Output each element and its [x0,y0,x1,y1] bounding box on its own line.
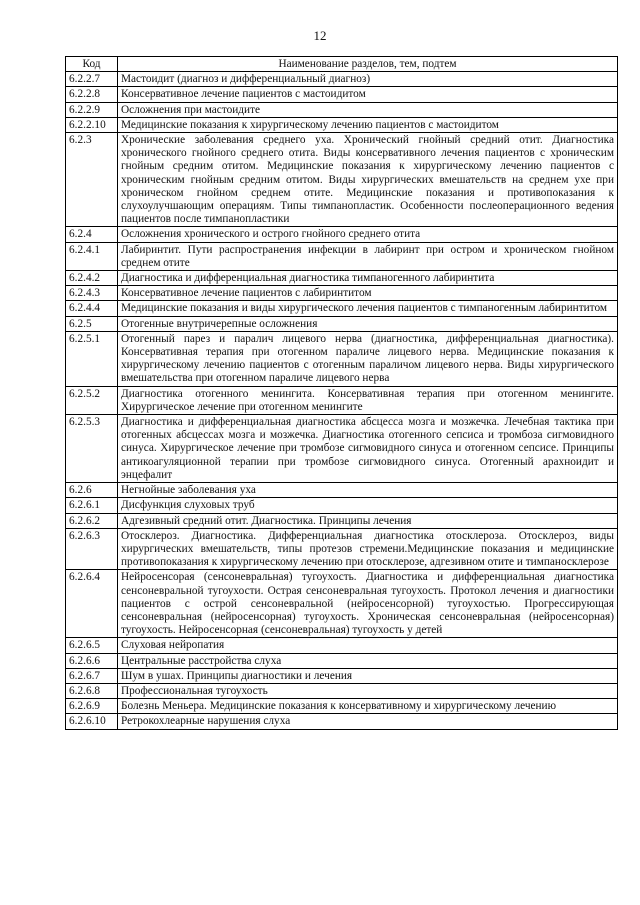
row-name: Медицинские показания к хирургическому лечению пациентов с мастоидитом [118,117,618,132]
row-name: Шум в ушах. Принципы диагностики и лечения [118,668,618,683]
row-code: 6.2.4 [66,227,118,242]
row-code: 6.2.5.3 [66,415,118,483]
table-row [66,638,618,653]
table-row [66,72,618,87]
row-name: Осложнения хронического и острого гнойного среднего отита [118,227,618,242]
table-row [66,653,618,668]
row-code: 6.2.4.1 [66,242,118,270]
header-name: Наименование разделов, тем, подтем [118,57,618,72]
table-row [66,102,618,117]
row-code: 6.2.6.9 [66,699,118,714]
row-name: Осложнения при мастоидите [118,102,618,117]
row-code: 6.2.6.6 [66,653,118,668]
header-code: Код [66,57,118,72]
row-code: 6.2.2.8 [66,87,118,102]
row-name: Диагностика и дифференциальная диагностика тимпаногенного лабиринтита [118,271,618,286]
row-code: 6.2.6.4 [66,570,118,638]
row-code: 6.2.6.7 [66,668,118,683]
table-header-row [66,57,618,72]
row-name: Лабиринтит. Пути распространения инфекции в лабиринт при остром и хроническом гнойном среднем отите [118,242,618,270]
row-code: 6.2.3 [66,133,118,227]
row-code: 6.2.6 [66,483,118,498]
row-name: Профессиональная тугоухость [118,683,618,698]
row-code: 6.2.5.1 [66,331,118,386]
row-name: Слуховая нейропатия [118,638,618,653]
row-code: 6.2.6.10 [66,714,118,729]
row-name: Ретрокохлеарные нарушения слуха [118,714,618,729]
row-name: Мастоидит (диагноз и дифференциальный диагноз) [118,72,618,87]
table-row [66,714,618,729]
row-name: Диагностика отогенного менингита. Консервативная терапия при отогенном менингите. Хирургическое лечение при отогенном менингите [118,386,618,414]
row-name: Медицинские показания и виды хирургического лечения пациентов с тимпаногенным лабиринтитом [118,301,618,316]
table-body [66,72,618,729]
row-name: Отосклероз. Диагностика. Дифференциальная диагностика отосклероза. Отосклероз, виды хирургических вмешательств, типы протезов стремени.Медицинские показания и медицинские противопоказания к хирургическому лечению при отосклерозе, адгезивном отите и тимпаносклерозе [118,528,618,570]
table-row [66,699,618,714]
row-code: 6.2.2.7 [66,72,118,87]
row-code: 6.2.2.9 [66,102,118,117]
row-name: Дисфункция слуховых труб [118,498,618,513]
row-name: Диагностика и дифференциальная диагностика абсцесса мозга и мозжечка. Лечебная тактика при отогенных абсцессах мозга и мозжечка. Диагностика отогенного сепсиса и тромбоза сигмовидного синуса. Хирургическое лечение при тромбозе сигмовидного синуса и отогенном сепсисе. Принципы антикоагуляционной терапии при тромбозе сигмовидного синуса. Отогенный арахноидит и энцефалит [118,415,618,483]
row-name: Консервативное лечение пациентов с мастоидитом [118,87,618,102]
table-row [66,316,618,331]
curriculum-table [65,56,618,730]
row-code: 6.2.5.2 [66,386,118,414]
table-row [66,87,618,102]
row-code: 6.2.4.2 [66,271,118,286]
table-row [66,498,618,513]
row-name: Адгезивный средний отит. Диагностика. Принципы лечения [118,513,618,528]
table-row [66,513,618,528]
table-row [66,271,618,286]
table-row [66,286,618,301]
row-name: Консервативное лечение пациентов с лабиринтитом [118,286,618,301]
row-code: 6.2.4.4 [66,301,118,316]
table-row [66,227,618,242]
row-name: Нейросенсорая (сенсоневральная) тугоухость. Диагностика и дифференциальная диагностика сенсоневральной тугоухости. Острая сенсоневральная тугоухость. Протокол лечения и диагностики пациентов с острой сенсоневральной (нейросенсорной) тугоухостью. Прогрессирующая сенсоневральная (нейросенсорная) тугоухость. Хроническая сенсоневральная (нейросенсорная) тугоухость. Нейросенсорная (сенсоневральная) тугоухость у детей [118,570,618,638]
row-code: 6.2.5 [66,316,118,331]
table-row [66,528,618,570]
row-name: Негнойные заболевания уха [118,483,618,498]
row-code: 6.2.6.5 [66,638,118,653]
table-row [66,242,618,270]
page-number: 12 [313,28,327,43]
row-code: 6.2.2.10 [66,117,118,132]
table-row [66,570,618,638]
row-name: Болезнь Меньера. Медицинские показания к консервативному и хирургическому лечению [118,699,618,714]
row-name: Отогенные внутричерепные осложнения [118,316,618,331]
row-code: 6.2.4.3 [66,286,118,301]
row-code: 6.2.6.8 [66,683,118,698]
row-code: 6.2.6.1 [66,498,118,513]
row-code: 6.2.6.2 [66,513,118,528]
row-code: 6.2.6.3 [66,528,118,570]
table-row [66,386,618,414]
table-row [66,331,618,386]
table-row [66,117,618,132]
row-name: Центральные расстройства слуха [118,653,618,668]
row-name: Хронические заболевания среднего уха. Хронический гнойный средний отит. Диагностика хронического гнойного среднего отита. Виды консервативного лечения пациентов с хроническим гнойным средним отитом. Медицинские показания к хирургическому лечению пациентов с хроническим гнойным средним отитом. Виды хирургических вмешательств на среднем ухе при хроническом гнойном среднем отите. Медицинские показания и противопоказания к слухоулучшающим операциям. Типы тимпанопластик. Особенности послеоперационного ведения пациентов после тимпанопластики [118,133,618,227]
table-row [66,133,618,227]
table-row [66,668,618,683]
table-row [66,483,618,498]
row-name: Отогенный парез и паралич лицевого нерва (диагностика, дифференциальная диагностика). Консервативная терапия при отогенном параличе лицевого нерва. Медицинские показания к хирургическому лечению пациентов с отогенным параличом лицевого нерва. Виды хирургического вмешательства при отогенном параличе лицевого нерва [118,331,618,386]
table-row [66,683,618,698]
table-row [66,301,618,316]
table-row [66,415,618,483]
